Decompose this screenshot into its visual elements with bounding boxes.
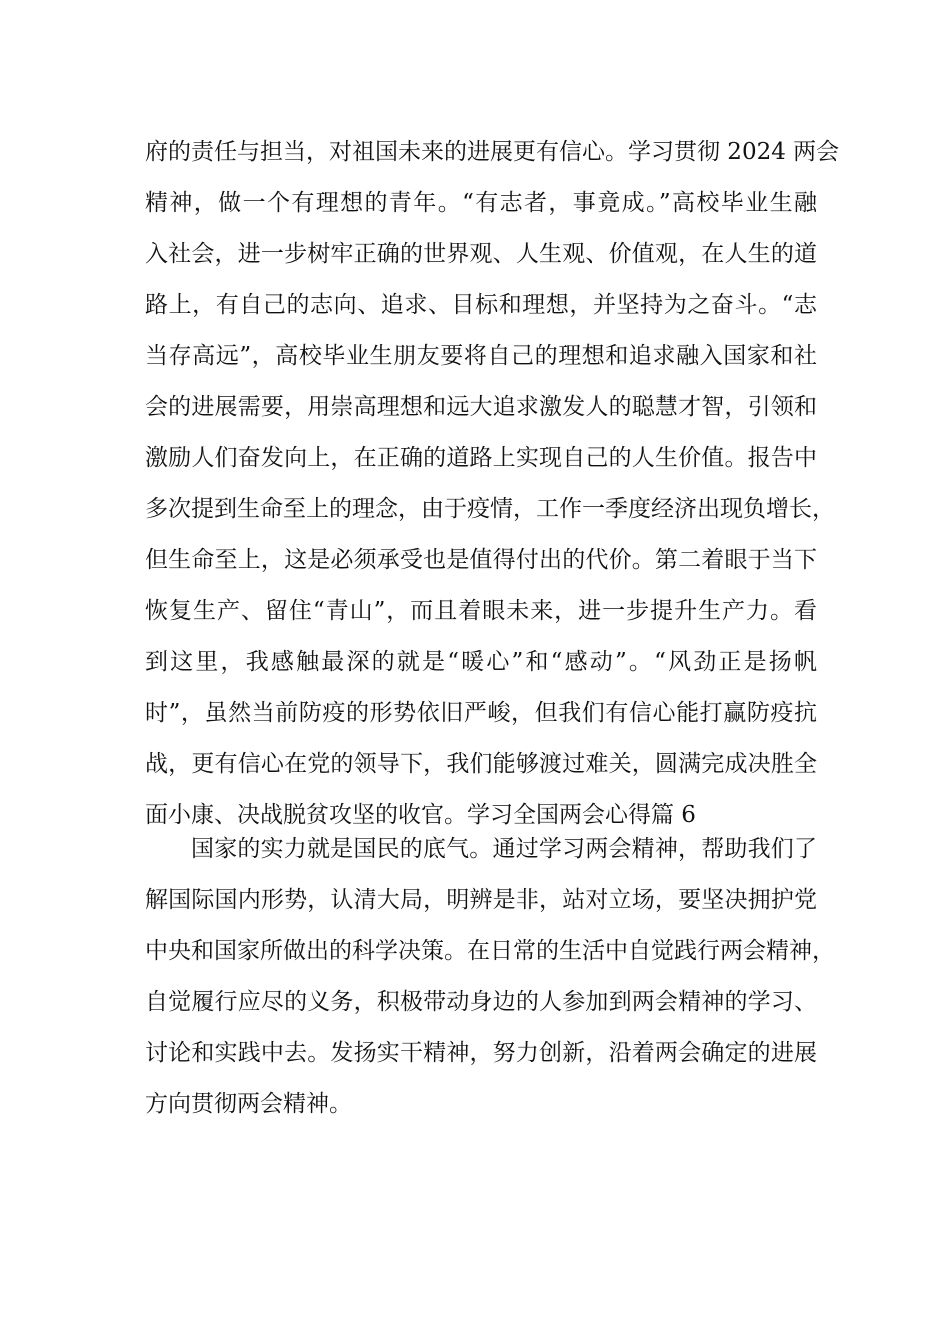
paragraph-2 [145, 824, 835, 1130]
paragraph-line: 国家的实力就是国民的底气。通过学习两会精神，帮助我们了 [191, 836, 817, 862]
paragraph-line: 府的责任与担当，对祖国未来的进展更有信心。学习贯彻 2024 两会 [145, 139, 840, 165]
paragraph-line: 时”，虽然当前防疫的形势依旧严峻，但我们有信心能打赢防疫抗 [145, 700, 817, 726]
paragraph-line: 自觉履行应尽的义务，积极带动身边的人参加到两会精神的学习、 [145, 989, 817, 1015]
paragraph-line: 会的进展需要，用崇高理想和远大追求激发人的聪慧才智，引领和 [145, 394, 817, 420]
paragraph-line: 讨论和实践中去。发扬实干精神，努力创新，沿着两会确定的进展 [145, 1040, 817, 1066]
paragraph-line: 方向贯彻两会精神。 [145, 1091, 352, 1117]
paragraph-line: 但生命至上，这是必须承受也是值得付出的代价。第二着眼于当下 [145, 547, 817, 573]
paragraph-line: 激励人们奋发向上，在正确的道路上实现自己的人生价值。报告中 [145, 445, 817, 471]
paragraph-line: 恢复生产、留住“青山”，而且着眼未来，进一步提升生产力。看 [145, 598, 817, 624]
paragraph-line: 战，更有信心在党的领导下，我们能够渡过难关，圆满完成决胜全 [145, 751, 817, 777]
paragraph-line: 多次提到生命至上的理念，由于疫情，工作一季度经济出现负增长， [145, 496, 835, 522]
paragraph-line: 当存高远”，高校毕业生朋友要将自己的理想和追求融入国家和社 [145, 343, 817, 369]
paragraph-1 [145, 127, 840, 841]
paragraph-line: 路上，有自己的志向、追求、目标和理想，并坚持为之奋斗。“志 [145, 292, 817, 318]
paragraph-line: 入社会，进一步树牢正确的世界观、人生观、价值观，在人生的道 [145, 241, 817, 267]
paragraph-line: 面小康、决战脱贫攻坚的收官。学习全国两会心得篇 6 [145, 802, 696, 828]
paragraph-line: 解国际国内形势，认清大局，明辨是非，站对立场，要坚决拥护党 [145, 887, 817, 913]
paragraph-line: 中央和国家所做出的科学决策。在日常的生活中自觉践行两会精神， [145, 938, 835, 964]
paragraph-line: 精神，做一个有理想的青年。“有志者，事竟成。”高校毕业生融 [145, 190, 817, 216]
paragraph-line: 到这里，我感触最深的就是“暖心”和“感动”。“风劲正是扬帆 [145, 649, 817, 675]
